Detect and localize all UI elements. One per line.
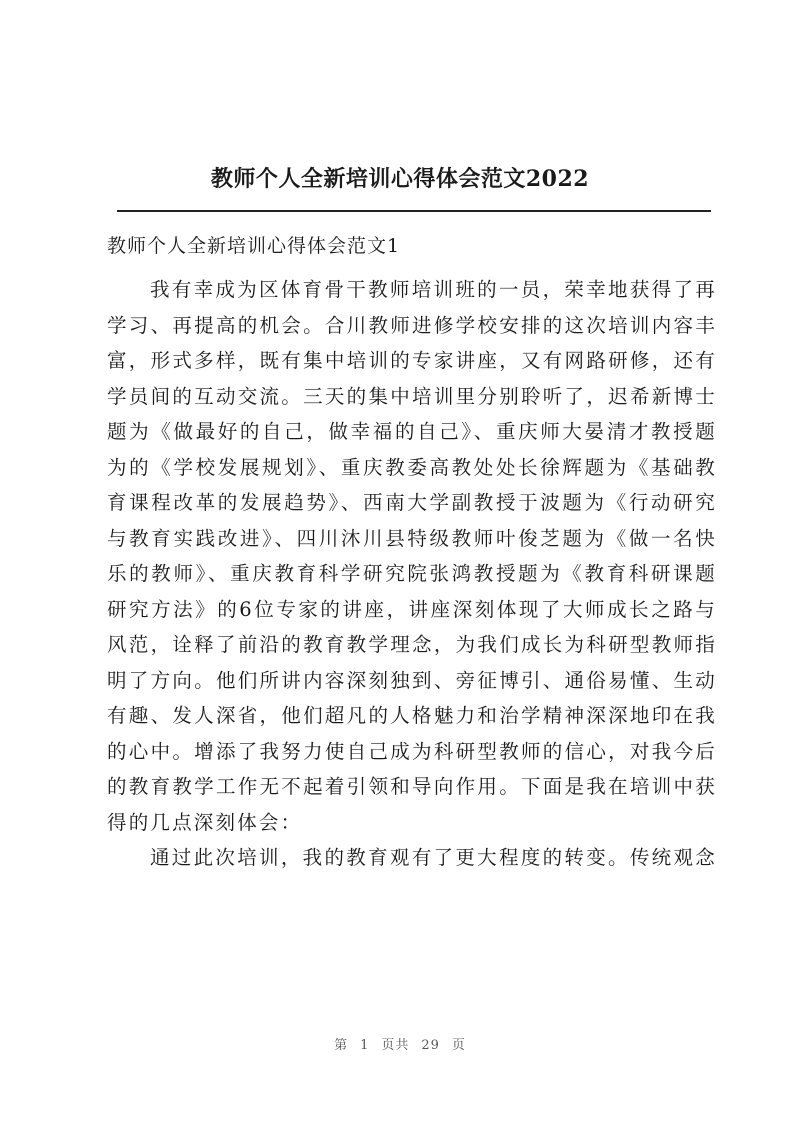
paragraph-line: 育课程改革的发展趋势》、西南大学副教授于波题为《行动研究 [107,491,717,514]
paragraph-line: 题为《做最好的自己，做幸福的自己》、重庆师大晏清才教授题 [107,420,717,443]
paragraph-line: 风范，诠释了前沿的教育教学理念，为我们成长为科研型教师指 [107,633,717,656]
paragraph-line: 学习、再提高的机会。合川教师进修学校安排的这次培训内容丰 [107,313,717,337]
total-pages: 29 [421,1038,440,1053]
page-footer [0,1034,800,1053]
paragraph-line: 明了方向。他们所讲内容深刻独到、旁征博引、通俗易懂、生动 [107,668,717,692]
page-footer-suffix: 页 [451,1038,466,1053]
section-heading: 教师个人全新培训心得体会范文1 [107,235,401,257]
paragraph-line: 我有幸成为区体育骨干教师培训班的一员，荣幸地获得了再 [150,278,717,301]
paragraph-line: 与教育实践改进》、四川沐川县特级教师叶俊芝题为《做一名快 [107,526,717,550]
title-divider [117,210,711,212]
paragraph-line: 的教育教学工作无不起着引领和导向作用。下面是我在培训中获 [107,775,717,798]
paragraph-line: 为的《学校发展规划》、重庆教委高教处处长徐辉题为《基础教 [107,455,717,479]
paragraph-line: 乐的教师》、重庆教育科学研究院张鸿教授题为《教育科研课题 [107,562,717,585]
document-body [107,272,717,876]
paragraph-line: 得的几点深刻体会： [107,810,303,834]
page-footer-prefix: 第 [334,1038,349,1053]
page-footer-middle: 页共 [381,1038,410,1053]
page-number: 1 [360,1038,370,1053]
paragraph-line: 研究方法》的6位专家的讲座，讲座深刻体现了大师成长之路与 [107,597,717,621]
paragraph-line: 的心中。增添了我努力使自己成为科研型教师的信心，对我今后 [107,739,717,763]
paragraph-line: 学员间的互动交流。三天的集中培训里分别聆听了，迟希新博士 [107,384,717,408]
paragraph-line: 富，形式多样，既有集中培训的专家讲座，又有网路研修，还有 [107,349,717,372]
paragraph-line: 有趣、发人深省，他们超凡的人格魅力和治学精神深深地印在我 [107,704,717,727]
document-title: 教师个人全新培训心得体会范文2022 [210,166,590,192]
paragraph-line: 通过此次培训，我的教育观有了更大程度的转变。传统观念 [150,846,717,869]
